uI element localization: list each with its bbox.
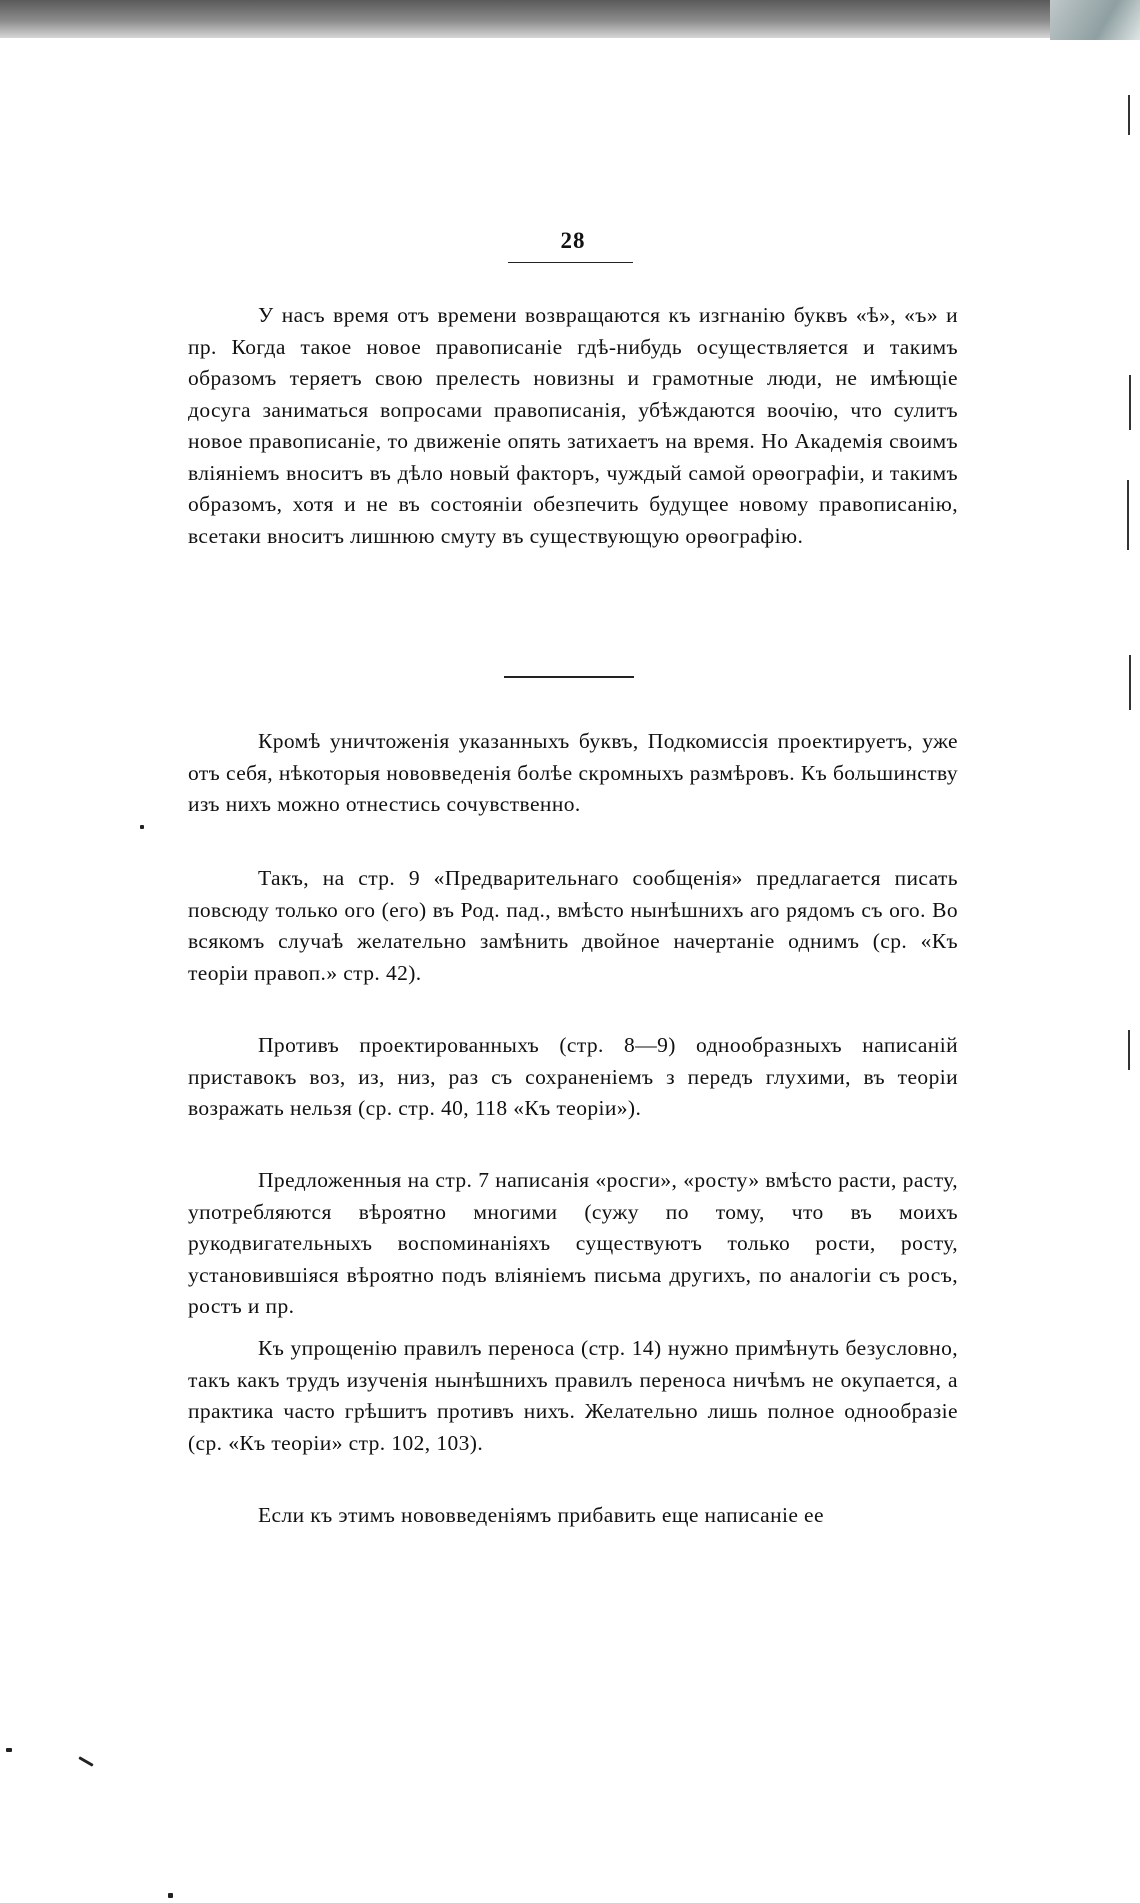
paragraph: Противъ проектированныхъ (стр. 8—9) однообразныхъ написаній приставокъ воз, из, низ, раз съ сохраненіемъ з передъ глухими, въ теоріи возражать нельзя (ср. стр. 40, 118 «Къ теоріи»). [188, 1033, 958, 1120]
scan-speck [78, 1756, 93, 1767]
paragraph: Кромѣ уничтоженія указанныхъ буквъ, Подкомиссія проектируетъ, уже отъ себя, нѣкоторыя нововведенія болѣе скромныхъ размѣровъ. Къ большинству изъ нихъ можно отнестись сочувственно. [188, 729, 958, 816]
scan-speck [140, 825, 144, 829]
paragraph: Если къ этимъ нововведеніямъ прибавить еще написаніе ее [258, 1503, 824, 1527]
paragraph: У насъ время отъ времени возвращаются къ изгнанію буквъ «ѣ», «ъ» и пр. Когда такое новое правописаніе гдѣ-нибудь осуществляется и такимъ образомъ теряетъ свою прелесть новизны и грамотные люди, не имѣющіе досуга заниматься вопросами правописанія, убѣждаются воочію, что сулитъ новое правописаніе, то движеніе опять затихаетъ на время. Но Академія своимъ вліяніемъ вноситъ въ дѣло новый факторъ, чуждый самой орѳографіи, и такимъ образомъ, хотя и не въ состояніи обезпечить будущее новому правописанію, всетаки вноситъ лишнюю смуту въ существующую орѳографію. [188, 303, 958, 548]
scan-top-corner [1050, 0, 1140, 40]
page-number: 28 [560, 228, 586, 253]
paragraph: Такъ, на стр. 9 «Предварительнаго сообщенія» предлагается писать повсюду только ого (его) въ Род. пад., вмѣсто нынѣшнихъ аго рядомъ съ ого. Во всякомъ случаѣ желательно замѣнить двойное начертаніе однимъ (ср. «Къ теоріи правоп.» стр. 42). [188, 866, 958, 985]
paragraph: Къ упрощенію правилъ переноса (стр. 14) нужно примѣнуть безусловно, такъ какъ трудъ изученія нынѣшнихъ правилъ переноса ничѣмъ не окупается, а практика часто грѣшитъ противъ нихъ. Желательно лишь полное однообразіе (ср. «Къ теоріи» стр. 102, 103). [188, 1336, 958, 1455]
paragraph: Предложенныя на стр. 7 написанія «росги», «росту» вмѣсто расти, расту, употребляются вѣроятно многими (сужу по тому, что въ моихъ рукодвигательныхъ воспоминаніяхъ существуютъ только рости, росту, установившіяся вѣроятно подъ вліяніемъ письма другихъ, по аналогіи съ росъ, ростъ и пр. [188, 1168, 958, 1318]
margin-mark [1128, 1030, 1130, 1070]
page-number-rule [508, 262, 633, 263]
margin-mark [1129, 655, 1131, 710]
document-page [188, 0, 958, 1903]
scan-speck [6, 1748, 12, 1752]
margin-mark [1127, 480, 1129, 550]
scan-speck [168, 1893, 173, 1898]
margin-mark [1129, 375, 1131, 430]
margin-mark [1128, 95, 1130, 135]
section-divider [504, 676, 634, 678]
